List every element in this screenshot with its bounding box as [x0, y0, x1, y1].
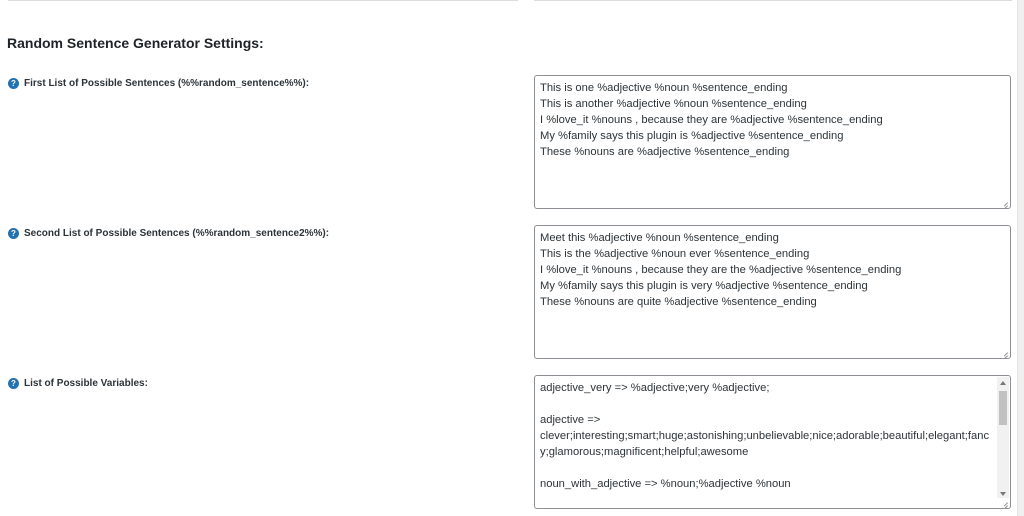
- help-icon[interactable]: ?: [8, 378, 19, 389]
- first-list-label: First List of Possible Sentences (%%random_sentence%%):: [24, 78, 310, 89]
- textarea-blank-line: [540, 396, 992, 412]
- scroll-thumb[interactable]: [999, 391, 1007, 425]
- scroll-up-arrow-icon[interactable]: [1000, 381, 1006, 385]
- resize-grip-icon[interactable]: [1001, 199, 1008, 206]
- textarea-scrollbar[interactable]: [997, 377, 1009, 498]
- textarea-line: These %nouns are quite %adjective %sentence_ending: [540, 296, 817, 308]
- first-list-label-row: [8, 78, 309, 89]
- textarea-line: My %family says this plugin is %adjective %sentence_ending: [540, 130, 844, 142]
- textarea-line: adjective_very => %adjective;very %adjective;: [540, 382, 770, 394]
- first-list-textarea[interactable]: [534, 75, 1011, 209]
- textarea-line: This is another %adjective %noun %sentence_ending: [540, 98, 807, 110]
- textarea-line: This is the %adjective %noun ever %sentence_ending: [540, 248, 810, 260]
- second-list-label: Second List of Possible Sentences (%%random_sentence2%%):: [24, 228, 330, 239]
- help-icon[interactable]: ?: [8, 228, 19, 239]
- second-list-label-row: [8, 228, 329, 239]
- resize-grip-icon[interactable]: [1001, 349, 1008, 356]
- textarea-line: This is one %adjective %noun %sentence_ending: [540, 82, 788, 94]
- section-title: Random Sentence Generator Settings:: [7, 35, 264, 51]
- textarea-line: adjective =>: [540, 414, 601, 426]
- second-list-textarea[interactable]: [534, 225, 1011, 359]
- help-icon[interactable]: ?: [8, 78, 19, 89]
- textarea-line: I %love_it %nouns , because they are %adjective %sentence_ending: [540, 114, 883, 126]
- textarea-line: These %nouns are %adjective %sentence_ending: [540, 146, 790, 158]
- textarea-line: Meet this %adjective %noun %sentence_ending: [540, 232, 779, 244]
- variables-label-row: [8, 378, 148, 389]
- variables-textarea[interactable]: [534, 375, 1011, 509]
- textarea-line: I %love_it %nouns , because they are the %adjective %sentence_ending: [540, 264, 902, 276]
- page-scrollbar-edge[interactable]: [1017, 0, 1024, 516]
- textarea-blank-line: [540, 460, 992, 476]
- textarea-line: clever;interesting;smart;huge;astonishing;unbelievable;nice;adorable;beautiful;elegant;fancy;glamorous;magnificent;helpful;awesome: [540, 430, 990, 458]
- variables-label: List of Possible Variables:: [24, 378, 148, 389]
- top-divider-right: [534, 0, 1012, 1]
- top-divider-left: [8, 0, 518, 1]
- textarea-line: My %family says this plugin is very %adjective %sentence_ending: [540, 280, 868, 292]
- resize-grip-icon[interactable]: [1001, 499, 1008, 506]
- scroll-down-arrow-icon[interactable]: [1000, 492, 1006, 496]
- textarea-line: noun_with_adjective => %noun;%adjective %noun: [540, 478, 791, 490]
